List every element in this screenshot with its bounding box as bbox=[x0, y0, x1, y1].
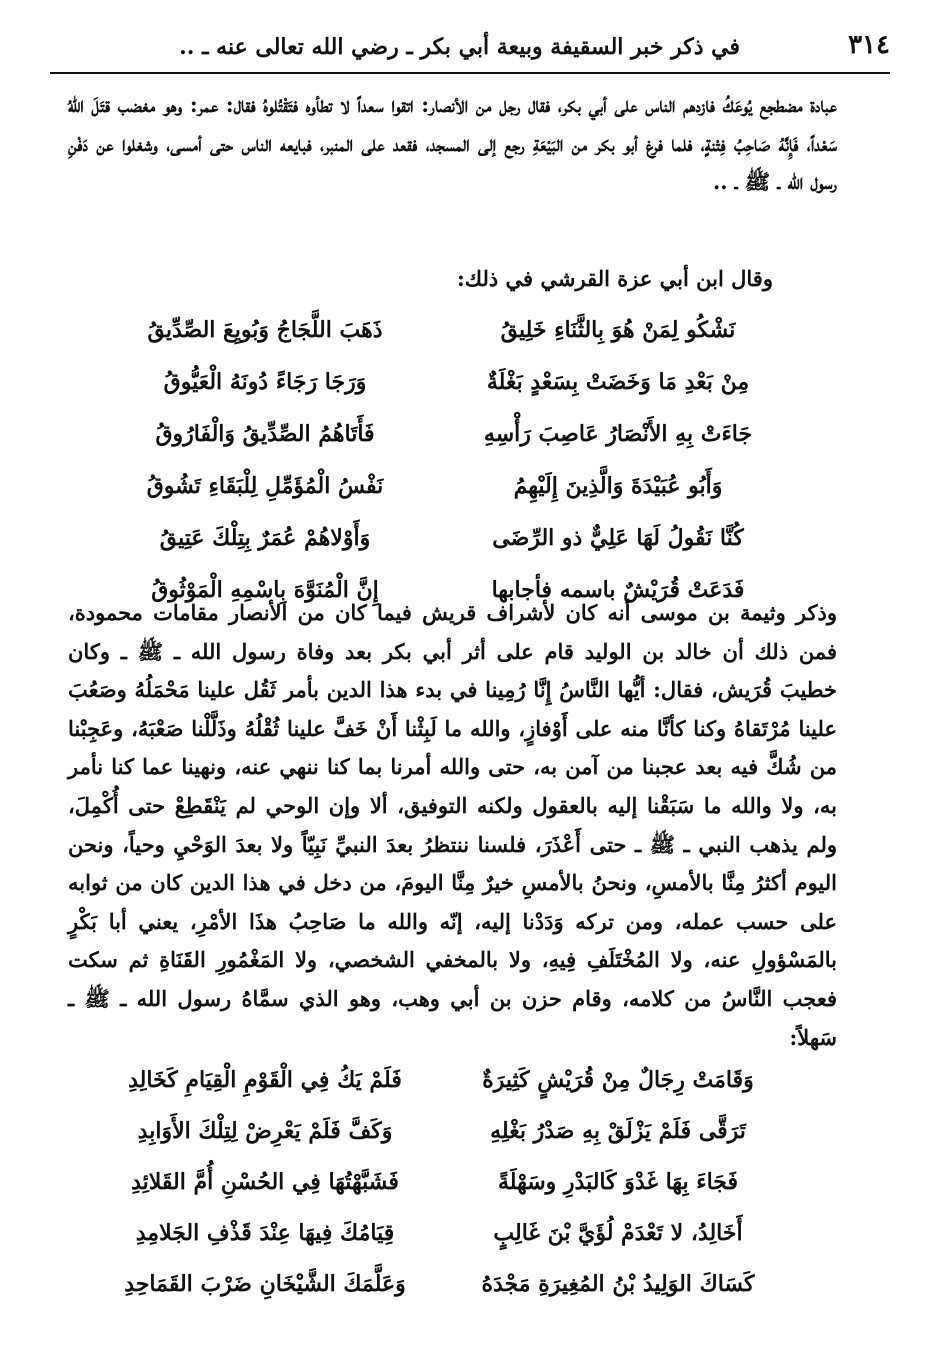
verse bbox=[100, 1207, 783, 1258]
hemistich-right: جَاءَتْ بِهِ الأَنْصَارُ عَاصِبَ رَأْسِهِ bbox=[483, 421, 753, 447]
hemistich-right: فَدَعَتْ قُرَيْشٌ باسمه فأجابها bbox=[491, 577, 745, 603]
poem-1 bbox=[100, 304, 783, 616]
page-number: ٣١٤ bbox=[848, 30, 890, 60]
hemistich-left: وَكَفَّ فَلَمْ يَعْرِضْ لِتِلْكَ الأَوَابِدِ bbox=[137, 1117, 393, 1144]
body-paragraph-1: عبادة مضطجع يُوعَكُ فازدهم الناس على أبي بكر، فقال رجل من الأنصار: اتقوا سعداً لا تطأوه فتَقْتُلوهُ فقال: عمر: وهو مغضب قتَلَ اللّهُ سَعْداً، فَإِنَّهُ صَاحِبُ فِتْنةٍ، فلما فرغ أبو بكر من البَيْعَةِ رجع إلى المسجد، فقعد على المنبر، فبايعه الناس حتى أمسى، وشغلوا عن دَفْنِ رسول الله ـ ﷺ ـ .. bbox=[68, 92, 837, 195]
verse bbox=[100, 460, 783, 512]
verse bbox=[100, 1156, 783, 1207]
hemistich-left: نَفْسُ الْمُؤَمِّلِ لِلْبَقَاءِ تَشُوقُ bbox=[146, 473, 384, 499]
hemistich-left: قِيَامُكَ فِيهَا عِنْدَ قَذْفِ الجَلامِدِ bbox=[135, 1219, 395, 1246]
verse bbox=[100, 1258, 783, 1309]
hemistich-left: وَعَلَّمَكَ الشَّيْخَانِ ضَرْبَ القَمَاحِدِ bbox=[124, 1270, 406, 1297]
hemistich-right: مِنْ بَعْدِ مَا وَخَضَتْ بِسَعْدٍ بَغْلَةٌ bbox=[486, 369, 750, 395]
body-paragraph-2: وذكر وثيمة بن موسى أنه كان لأشراف قريش فيما كان من الأنصار مقامات محمودة، فمن ذلك أن خالد بن الوليد قام على أثر أبي بكر بعد وفاة رسول الله ـ ﷺ ـ وكان خطيبَ قُرَيش، فقال: أيُّها النَّاسُ إِنَّا رُمِينا في بدء هذا الدين بأمر ثَقُل علينا مَحْمَلُهُ وصَعُبَ علينا مُرْتَقاهُ وكنا كأنَّا منه على أَوْفازٍ، والله ما لَبِثْنا أَنْ خَفَّ علينا ثُقْلُهُ وذَلَّلْنا صَعْبَهُ، وعَجِبْنا من شُكَّ فيه بعد عجبنا من آمن به، حتى والله أمرنا بما كنا ننهي عنه، ونهينا عما كنا نأمر به، ولا والله ما سَبَقْنا إليه بالعقول ولكنه التوفيق، ألا وإن الوحي لم يَنْقَطِعْ حتى أُكْمِلَ، ولم يذهب النبي ـ ﷺ ـ حتى أَعْذَرَ، فلسنا ننتظرُ بعدَ النبيِّ نَبِيّاً ولا بعدَ الوَحْيِ وحياً، ونحن اليوم أكثرُ مِنَّا بالأمسِ، ونحنُ بالأمسِ خيرٌ مِنَّا اليومَ، من دخل في هذا الدين كان من ثوابه على حسب عمله، ومن تركه وَدَدْنا إليه، إنّه والله ما صَاحِبُ هذَا الأمْرِ، يعني أبا بَكْرٍ بالمَسْؤولِ عنه، ولا المُخْتَلَفِ فِيهِ، ولا بالمخفي الشخصي، ولا المَغْمُورِ القَنَاةِ ثم سكت فعجب النَّاسُ من كلامه، وقام حزن بن أبي وهب، وهو الذي سمَّاهُ رسول الله ـ ﷺ ـ سَهلاً: bbox=[68, 600, 837, 1050]
poem-2 bbox=[100, 1054, 783, 1309]
hemistich-right: نَشْكُو لِمَنْ هُوَ بِالثَّنَاءِ خَلِيقُ bbox=[500, 317, 736, 343]
verse bbox=[100, 408, 783, 460]
hemistich-left: وَرَجَا رَجَاءً دُونَهُ الْعَيُّوقُ bbox=[163, 369, 367, 395]
hemistich-left: فَشَبَّهْتُهَا فِي الحُسْنِ أُمَّ القَلائِدِ bbox=[131, 1168, 399, 1195]
hemistich-right: وَقَامَتْ رِجَالٌ مِنْ قُرَيْشٍ كَثِيرَةٌ bbox=[482, 1066, 754, 1093]
hemistich-right: وَأَبُو عُبَيْدَةَ وَالَّذِينَ إِلَيْهِمُ bbox=[513, 473, 723, 499]
hemistich-right: فَجَاءَ بِهَا غَدْوَ كَالبَدْرِ وسَهْلَةً bbox=[497, 1168, 738, 1195]
page-header bbox=[50, 30, 890, 70]
verse bbox=[100, 304, 783, 356]
hemistich-left: إِنَّ الْمُنَوَّهَ بِاسْمِهِ الْمَوْثُوقُ bbox=[151, 577, 379, 603]
verse bbox=[100, 1105, 783, 1156]
hemistich-left: وَأَوْلاهُمْ عُمَرٌ بِتِلْكَ عَتِيقُ bbox=[159, 525, 371, 551]
verse bbox=[100, 356, 783, 408]
running-title: في ذكر خبر السقيفة وبيعة أبي بكر ـ رضي الله تعالى عنه ـ .. bbox=[179, 34, 740, 60]
hemistich-left: ذَهَبَ اللَّجَاجُ وَبُويِعَ الصِّدِّيقُ bbox=[147, 317, 383, 343]
hemistich-left: فَأَتَاهُمُ الصِّدِّيقُ وَالْفَارُوقُ bbox=[155, 421, 375, 447]
poem-intro: وقال ابن أبي عزة القرشي في ذلك: bbox=[457, 266, 773, 291]
hemistich-left: فَلَمْ يَكُ فِي الْقَوْمِ الْقِيَامِ كَخَالِدِ bbox=[128, 1066, 402, 1093]
hemistich-right: أَخَالِدُ، لا تَعْدَمْ لُؤَيَّ بْنَ غَالِبٍ bbox=[493, 1219, 743, 1246]
verse bbox=[100, 1054, 783, 1105]
verse bbox=[100, 512, 783, 564]
hemistich-right: تَرَقَّى فَلَمْ يَزْلَقْ بِهِ صَدْرُ بَغْلِهِ bbox=[490, 1117, 746, 1144]
hemistich-right: كَسَاكَ الوَلِيدُ بْنُ المُغِيرَةِ مَجْدَهُ bbox=[481, 1270, 755, 1297]
header-divider bbox=[50, 72, 890, 74]
hemistich-right: كُنَّا نَقُولُ لَهَا عَلِيٌّ ذو الرِّضَى bbox=[492, 525, 744, 551]
